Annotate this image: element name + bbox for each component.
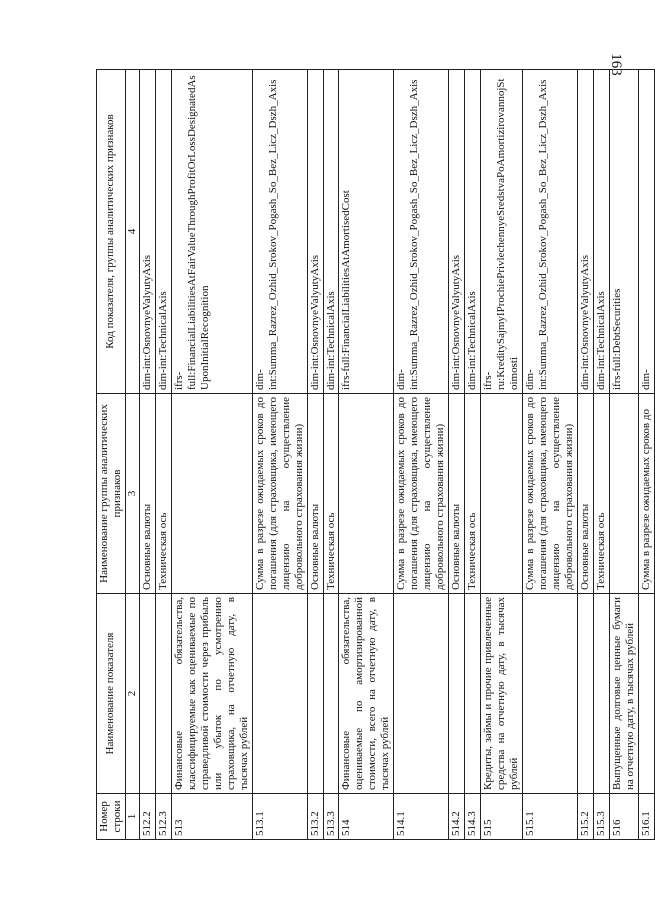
group-name-cell: Сумма в разрезе ожидаемых сроков до погашения (для страховщика, имеющего лицензию на осуществление добровольного страхования жизни) xyxy=(523,394,578,594)
table-row xyxy=(252,70,307,840)
row-number-cell: 513.2 xyxy=(307,794,323,840)
indicator-name-cell xyxy=(593,594,609,794)
table-row xyxy=(609,70,638,840)
group-name-cell: Сумма в разрезе ожидаемых сроков до xyxy=(638,394,654,594)
group-name-cell xyxy=(339,394,394,594)
code-cell: dim-int:Summa_Razrez_Ozhid_Srokov_Pogash_So_Bez_Licz_Dszh_Axis xyxy=(523,70,578,394)
row-number-cell: 516.1 xyxy=(638,794,654,840)
code-cell: dim-int:TechnicalAxis xyxy=(323,70,339,394)
column-number: 4 xyxy=(125,70,139,394)
group-name-cell: Техническая ось xyxy=(323,394,339,594)
code-cell: dim- xyxy=(638,70,654,394)
indicator-name-cell: Выпущенные долговые ценные бумаги на отчетную дату, в тысячах рублей xyxy=(609,594,638,794)
row-number-cell: 514 xyxy=(339,794,394,840)
row-number-cell: 513.3 xyxy=(323,794,339,840)
table-row xyxy=(155,70,171,840)
group-name-cell: Техническая ось xyxy=(593,394,609,594)
header-indicator-name: Наименование показателя xyxy=(97,594,126,794)
table-row xyxy=(465,70,481,840)
table-row xyxy=(339,70,394,840)
code-cell: dim-int:TechnicalAxis xyxy=(465,70,481,394)
row-number-cell: 515.2 xyxy=(577,794,593,840)
row-number-cell: 512.2 xyxy=(139,794,155,840)
column-number: 3 xyxy=(125,394,139,594)
row-number-cell: 515.1 xyxy=(523,794,578,840)
row-number-cell: 515 xyxy=(481,794,523,840)
code-cell: dim-int:Summa_Razrez_Ozhid_Srokov_Pogash_So_Bez_Licz_Dszh_Axis xyxy=(252,70,307,394)
indicator-name-cell xyxy=(523,594,578,794)
row-number-cell: 512.3 xyxy=(155,794,171,840)
code-cell: dim-int:OsnovnyeValyutyAxis xyxy=(139,70,155,394)
header-row xyxy=(97,70,126,840)
table-row xyxy=(523,70,578,840)
row-number-cell: 516 xyxy=(609,794,638,840)
indicator-table xyxy=(96,69,655,840)
column-number: 2 xyxy=(125,594,139,794)
indicator-name-cell xyxy=(323,594,339,794)
row-number-cell: 513.1 xyxy=(252,794,307,840)
row-number-cell: 515.3 xyxy=(593,794,609,840)
indicator-name-cell xyxy=(577,594,593,794)
code-cell: dim-int:Summa_Razrez_Ozhid_Srokov_Pogash_So_Bez_Licz_Dszh_Axis xyxy=(394,70,449,394)
group-name-cell xyxy=(609,394,638,594)
group-name-cell: Техническая ось xyxy=(155,394,171,594)
group-name-cell: Основные валюты xyxy=(307,394,323,594)
group-name-cell: Основные валюты xyxy=(449,394,465,594)
indicator-name-cell: Финансовые обязательства, оцениваемые по амортизированной стоимости, всего на отчетную дату, в тысячах рублей xyxy=(339,594,394,794)
code-cell: ifrs-full:FinancialLiabilitiesAtFairValueThroughProfitOrLossDesignatedAsUponInitialRecognition xyxy=(171,70,252,394)
table-row xyxy=(638,70,654,840)
header-group-name: Наименование группы аналитических признаков xyxy=(97,394,126,594)
code-cell: dim-int:OsnovnyeValyutyAxis xyxy=(307,70,323,394)
column-number: 1 xyxy=(125,794,139,840)
row-number-cell: 514.2 xyxy=(449,794,465,840)
indicator-name-cell xyxy=(465,594,481,794)
table-row xyxy=(577,70,593,840)
indicator-name-cell: Финансовые обязательства, классифицируемые как оцениваемые по справедливой стоимости через прибыль или убыток по усмотрению страховщика, на отчетную дату, в тысячах рублей xyxy=(171,594,252,794)
table-row xyxy=(593,70,609,840)
row-number-cell: 513 xyxy=(171,794,252,840)
group-name-cell: Техническая ось xyxy=(465,394,481,594)
table-row xyxy=(394,70,449,840)
code-cell: ifrs-ru:KreditySajmyIProchiePrivlechennyeSredstvaPoAmortizirovannojStoimosti xyxy=(481,70,523,394)
group-name-cell: Основные валюты xyxy=(577,394,593,594)
indicator-name-cell xyxy=(155,594,171,794)
group-name-cell: Сумма в разрезе ожидаемых сроков до погашения (для страховщика, имеющего лицензию на осуществление добровольного страхования жизни) xyxy=(252,394,307,594)
indicator-name-cell xyxy=(252,594,307,794)
indicator-name-cell xyxy=(638,594,654,794)
indicator-name-cell xyxy=(307,594,323,794)
table-row xyxy=(323,70,339,840)
group-name-cell xyxy=(481,394,523,594)
group-name-cell: Основные валюты xyxy=(139,394,155,594)
indicator-name-cell xyxy=(449,594,465,794)
group-name-cell xyxy=(171,394,252,594)
rotated-table-container xyxy=(96,70,652,840)
table-row xyxy=(481,70,523,840)
table-row xyxy=(171,70,252,840)
table-row xyxy=(139,70,155,840)
indicator-name-cell xyxy=(139,594,155,794)
column-number-row xyxy=(125,70,139,840)
code-cell: dim-int:OsnovnyeValyutyAxis xyxy=(449,70,465,394)
indicator-name-cell xyxy=(394,594,449,794)
code-cell: dim-int:OsnovnyeValyutyAxis xyxy=(577,70,593,394)
header-code: Код показателя, группы аналитических признаков xyxy=(97,70,126,394)
code-cell: dim-int:TechnicalAxis xyxy=(155,70,171,394)
table-row xyxy=(307,70,323,840)
code-cell: dim-int:TechnicalAxis xyxy=(593,70,609,394)
code-cell: ifrs-full:DebtSecurities xyxy=(609,70,638,394)
indicator-name-cell: Кредиты, займы и прочие привлеченные средства на отчетную дату, в тысячах рублей xyxy=(481,594,523,794)
code-cell: ifrs-full:FinancialLiabilitiesAtAmortisedCost xyxy=(339,70,394,394)
row-number-cell: 514.3 xyxy=(465,794,481,840)
document-page xyxy=(96,70,652,840)
row-number-cell: 514.1 xyxy=(394,794,449,840)
header-row-number: Номер строки xyxy=(97,794,126,840)
group-name-cell: Сумма в разрезе ожидаемых сроков до погашения (для страховщика, имеющего лицензию на осуществление добровольного страхования жизни) xyxy=(394,394,449,594)
table-row xyxy=(449,70,465,840)
page-number: 163 xyxy=(607,53,624,76)
table-body xyxy=(139,70,654,840)
